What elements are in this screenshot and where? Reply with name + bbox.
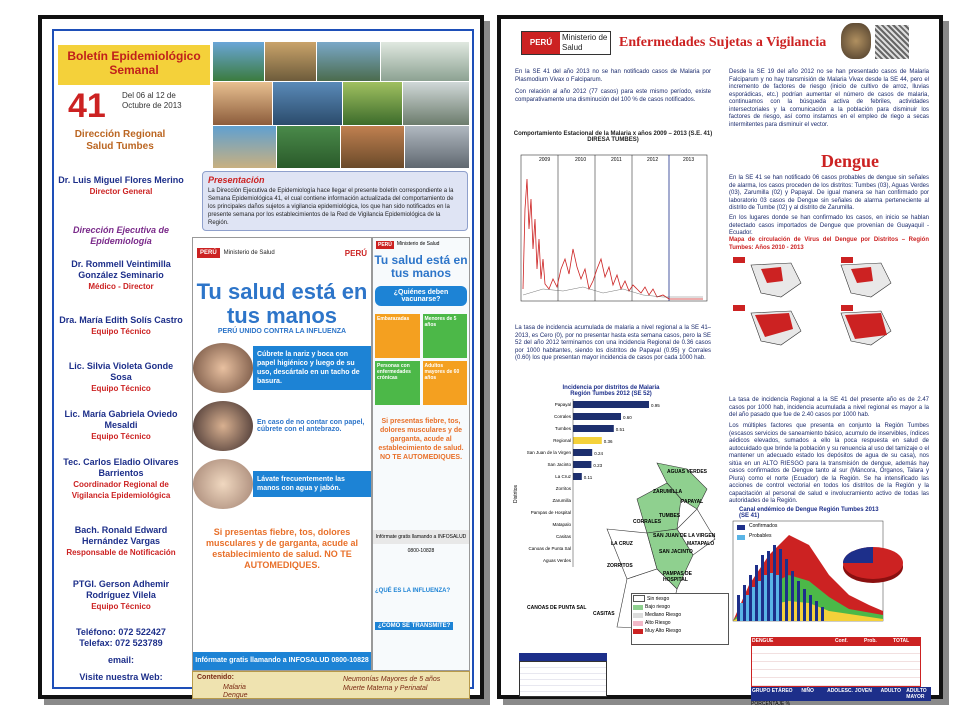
staff-role: Equipo Técnico bbox=[91, 327, 151, 336]
canal-legend-label: Confirmados bbox=[749, 523, 778, 529]
staff-entry bbox=[58, 315, 184, 337]
flu-tip: En caso de no contar con papel, cúbrete con el antebrazo. bbox=[257, 419, 365, 433]
table-header-cell: ADOLESC. bbox=[826, 687, 854, 701]
dengue-circulation-map bbox=[731, 253, 931, 369]
bar-category-label: Tumbes bbox=[554, 426, 571, 431]
map-label: PAPAYAL bbox=[681, 499, 704, 505]
staff-entry bbox=[58, 409, 184, 442]
group-card: Personas con enfermedades crónicas bbox=[375, 361, 420, 405]
staff-entry bbox=[58, 175, 184, 197]
porcentaje-row bbox=[751, 701, 931, 707]
flu-tip: Lávate frecuentemente las manos con agua y jabón. bbox=[253, 471, 371, 497]
legend-swatch bbox=[633, 595, 645, 602]
staff-role: Equipo Técnico bbox=[91, 384, 151, 393]
group-card: Embarazadas bbox=[375, 314, 420, 358]
presentacion-text: La Dirección Ejecutiva de Epidemiología hace llegar el presente boletín correspondiente a la Semana Epidemiológica 41, el cual contiene información actualizada del comportamiento de los principales daños sujetos a vigilancia epidemiológica, los que han sido notificados en la presente semana por los establecimientos de la Red de Vigilancia Epidemiológica de la Región. bbox=[208, 188, 454, 226]
staff-role: Coordinador Regional de Vigilancia Epidemiológica bbox=[71, 480, 171, 500]
map-label: ZARUMILLA bbox=[653, 489, 683, 495]
malaria-text-2: Con relación al año 2012 (77 casos) para este mismo período, existe comparativamente una disminución del 100 % de casos notificados. bbox=[515, 89, 711, 103]
contact-block bbox=[58, 627, 184, 683]
map-title: Mapa de circulación de Virus del Dengue por Distritos – Región Tumbes: Años 2010 - 2013 bbox=[729, 237, 929, 251]
vaccine-info: Infórmate gratis llamando a INFOSALUD 0800-10828 bbox=[373, 530, 469, 544]
dengue-pie-chart bbox=[837, 533, 909, 593]
vaccine-poster bbox=[372, 237, 470, 671]
dengue-text-3: La tasa de incidencia Regional a la SE 41 del presente año es de 2.47 casos por 1000 hab, incidencia acumulada a nivel regional es mayor a la del año pasado que fue de 2.40 casos por 1000 hab. bbox=[729, 397, 929, 418]
sneeze-photo bbox=[193, 343, 253, 393]
map-label: AGUAS VERDES bbox=[667, 469, 708, 475]
porcentaje-label: PORCENTAJE % bbox=[751, 701, 791, 707]
flu-subtitle: PERÚ UNIDO CONTRA LA INFLUENZA bbox=[217, 328, 347, 335]
bar-category-label: La Cruz bbox=[555, 474, 571, 479]
dengue-text-2: En los lugares donde se han confirmado los casos, en inicio se hablan detectado casos importados de Dengue que provenían de Guayaquil - Ecuador. bbox=[729, 215, 929, 236]
flu-tip-row bbox=[193, 401, 371, 451]
circulation-maps bbox=[731, 253, 931, 369]
ministerio-label: Ministerio de Salud bbox=[223, 250, 275, 256]
staff-role: Equipo Técnico bbox=[91, 602, 151, 611]
bar-category-label: Papayal bbox=[554, 402, 571, 407]
group-card: Menores de 5 años bbox=[423, 314, 468, 358]
flu-warning: Si presentas fiebre, tos, dolores musculares y de garganta, acude al establecimiento de salud. NO TE AUTOMEDIQUES. bbox=[205, 527, 359, 570]
bar-category-label: Canoas de Punta Sal bbox=[528, 546, 571, 551]
map-label: CANOAS DE PUNTA SAL bbox=[527, 605, 587, 611]
legend-swatch bbox=[633, 629, 643, 634]
bar-mark bbox=[573, 473, 582, 480]
legend-row bbox=[632, 619, 728, 627]
staff-role: Responsable de Notificación bbox=[66, 548, 176, 557]
staff-role: Director General bbox=[89, 187, 153, 196]
bar-category-label: Aguas Verdes bbox=[542, 558, 571, 563]
district-table bbox=[519, 653, 607, 697]
year-label: 2012 bbox=[647, 157, 659, 163]
minsa-logo bbox=[521, 31, 611, 55]
legend-row bbox=[632, 611, 728, 619]
table-header-cell: NIÑO bbox=[800, 687, 826, 701]
canal-title: Canal endémico de Dengue Región Tumbes 2013 (SE 41) bbox=[739, 507, 879, 519]
flu-tip-row bbox=[193, 459, 371, 509]
staff-name: PTGI. Gerson Adhemir Rodríguez Vilela bbox=[72, 579, 170, 600]
district-table-header bbox=[519, 653, 607, 661]
bar-mark bbox=[573, 425, 614, 432]
staff-name: Bach. Ronald Edward Hernández Vargas bbox=[74, 525, 168, 546]
year-label: 2009 bbox=[539, 157, 551, 163]
contents-box bbox=[192, 671, 470, 699]
staff-entry bbox=[58, 225, 184, 247]
map-label: PAMPAS DE HOSPITAL bbox=[663, 571, 692, 583]
infosalud-bar: Infórmate gratis llamando a INFOSALUD 0800-10828 bbox=[193, 652, 371, 670]
map-label: SAN JACINTO bbox=[659, 549, 693, 555]
contents-item: Muerte Materna y Perinatal bbox=[343, 685, 428, 692]
flu-tip-row bbox=[193, 343, 371, 393]
map-label: MATAPALO bbox=[687, 541, 715, 547]
telefax: Telefax: 072 523789 bbox=[79, 638, 163, 648]
vaccine-poster-header bbox=[373, 238, 469, 252]
table-header bbox=[751, 637, 921, 645]
bar-category-label: Pampas de Hospital bbox=[530, 510, 571, 515]
bar-value-label: 0.51 bbox=[615, 427, 625, 432]
photo-collage bbox=[212, 41, 468, 167]
table-header-cell: TOTAL bbox=[893, 638, 910, 644]
legend-label: Muy Alto Riesgo bbox=[645, 628, 682, 634]
staff-name: Dirección Ejecutiva de Epidemiología bbox=[72, 225, 170, 246]
staff-name: Dr. Rommell Veintimilla González Seminario bbox=[71, 259, 171, 280]
bar-category-label: San Jacinto bbox=[547, 462, 571, 467]
map-label: TUMBES bbox=[659, 513, 681, 519]
legend-swatch bbox=[633, 613, 643, 618]
risk-legend bbox=[631, 593, 729, 645]
que-es-influenza: ¿QUÉ ES LA INFLUENZA? bbox=[375, 588, 451, 594]
page-title: Enfermedades Sujetas a Vigilancia bbox=[619, 35, 827, 50]
bar-chart-title: Incidencia por distritos de Malaria Región Tumbes 2012 (SE 52) bbox=[562, 385, 660, 397]
table-header-cell: DENGUE bbox=[752, 638, 774, 644]
legend-row bbox=[632, 594, 728, 603]
legend-label: Mediano Riesgo bbox=[645, 612, 682, 618]
legend-row bbox=[632, 603, 728, 611]
staff-name: Tec. Carlos Eladio Olivares Barrientos bbox=[63, 457, 179, 478]
legend-row bbox=[632, 627, 728, 635]
legend-swatch bbox=[633, 621, 643, 626]
peru-logo: PERÚ bbox=[197, 248, 220, 258]
contents-item: Dengue bbox=[223, 692, 248, 699]
bulletin-title: Boletín Epidemiológico Semanal bbox=[58, 45, 210, 85]
map-label: CORRALES bbox=[633, 519, 662, 525]
staff-entry bbox=[58, 361, 184, 394]
como-se-transmite: ¿CÓMO SE TRANSMITE? bbox=[375, 622, 453, 630]
canal-legend-label: Probables bbox=[749, 533, 772, 539]
district-table-body bbox=[519, 661, 607, 697]
bar-value-label: 0.24 bbox=[594, 451, 603, 456]
legend-label: Alto Riesgo bbox=[645, 620, 671, 626]
map-label: LA CRUZ bbox=[611, 541, 633, 547]
chart-title: Comportamiento Estacional de la Malaria x años 2009 – 2013 (S.E. 41) DIRESA TUMBES) bbox=[513, 131, 713, 143]
peru-logo: PERÚ bbox=[378, 242, 392, 248]
bar-category-label: Corrales bbox=[553, 414, 571, 419]
malaria-text-3: Desde la SE 19 del año 2012 no se han presentado casos de Malaria Falciparum y no hay transmisión de Malaria Vivax desde la SE 44, pero el incremento de factores de riesgo (inicio de cultivo de arroz, lluvias esporádicas, etc.) podrían aumentar el número de casos de malaria, continuamos con la búsqueda activa de febriles, actividades intersectoriales y la comunicación a la población para disminuir los factores de riesgo, así como instamos en el empleo de riego a secas intermitentes para disminuir el vector. bbox=[729, 69, 929, 128]
year-label: 2011 bbox=[611, 157, 622, 163]
dengue-title: Dengue bbox=[821, 151, 879, 171]
bulletin-dates: Del 06 al 12 de Octubre de 2013 bbox=[122, 91, 182, 110]
group-card: Adultos mayores de 60 años bbox=[423, 361, 468, 405]
malaria-seasonal-chart bbox=[513, 131, 713, 311]
flu-tip: Cúbrete la nariz y boca con papel higiénico y luego de su uso, descártalo en un tacho de basura. bbox=[253, 346, 371, 390]
staff-entry bbox=[58, 457, 184, 501]
flu-headline: Tu salud está en tus manos bbox=[196, 279, 368, 328]
website-label: Visite nuestra Web: bbox=[79, 672, 163, 682]
year-label: 2010 bbox=[575, 157, 587, 163]
direccion-regional: Dirección Regional Salud Tumbes bbox=[74, 129, 166, 152]
age-group-table bbox=[751, 687, 931, 701]
bar-value-label: 0.95 bbox=[651, 403, 660, 408]
bar-mark bbox=[573, 461, 591, 468]
ministerio-label: Ministerio de Salud bbox=[396, 241, 440, 247]
legend-label: Sin riesgo bbox=[647, 595, 670, 602]
staff-role: Médico - Director bbox=[88, 282, 154, 291]
owl-icon bbox=[841, 23, 871, 59]
bar-mark bbox=[573, 401, 649, 408]
year-label: 2013 bbox=[683, 157, 695, 163]
peru-logo: PERÚ bbox=[522, 32, 560, 54]
vaccine-warning: Si presentas fiebre, tos, dolores musculares y de garganta, acude al establecimiento de salud. NO TE AUTOMEDIQUES. bbox=[378, 418, 464, 461]
map-label: CASITAS bbox=[593, 611, 615, 617]
contents-item: Neumonías Mayores de 5 años bbox=[343, 676, 441, 683]
map-label: ZORRITOS bbox=[607, 563, 633, 569]
table-header-cell: ADULTO bbox=[880, 687, 906, 701]
bar-value-label: 0.23 bbox=[593, 463, 603, 468]
table-body bbox=[751, 645, 921, 687]
bar-value-label: 0.60 bbox=[623, 415, 632, 420]
contents-item: Malaria bbox=[223, 684, 246, 691]
bulletin-number: 41 bbox=[68, 87, 106, 125]
map-label: SAN JUAN DE LA VIRGEN bbox=[653, 533, 716, 539]
presentacion-box bbox=[202, 171, 468, 231]
table-header-cell: Conf. bbox=[835, 638, 848, 644]
contents-label: Contenido: bbox=[197, 674, 234, 681]
y-axis-label: Distritos bbox=[513, 484, 520, 504]
seasonal-plot bbox=[513, 149, 713, 309]
phone: Teléfono: 072 522427 bbox=[76, 627, 166, 637]
left-bulletin-page bbox=[38, 15, 484, 699]
bar-category-label: Casitas bbox=[555, 534, 571, 539]
bar-category-label: Zarumilla bbox=[552, 498, 571, 503]
staff-name: Lic. María Gabriela Oviedo Mesaldi bbox=[64, 409, 178, 430]
dengue-text-1: En la SE 41 se han notificado 06 casos probables de dengue sin señales de alarma, los casos proceden de los distritos: Tumbes (03), Aguas Verdes (03), Zarumilla (02) y Papayal. De igual manera se han confirmado por laboratorio 03 casos de Dengue sin señales de alarma perteneciente al distrito de Tumbe (02) y al distrito de Zarumilla. bbox=[729, 175, 929, 211]
vaccine-headline: Tu salud está en tus manos bbox=[374, 253, 468, 280]
bar-value-label: 0.36 bbox=[603, 439, 613, 444]
table-header-cell: ADULTO MAYOR bbox=[905, 687, 931, 701]
staff-entry bbox=[58, 579, 184, 612]
peru-brand: PERÚ bbox=[344, 248, 367, 258]
bar-mark bbox=[573, 449, 592, 456]
right-bulletin-page bbox=[497, 15, 943, 707]
staff-entry bbox=[58, 259, 184, 292]
staff-entry bbox=[58, 525, 184, 558]
pie-plot bbox=[837, 533, 909, 593]
staff-name: Dr. Luis Miguel Flores Merino bbox=[58, 175, 184, 185]
staff-role: Equipo Técnico bbox=[91, 432, 151, 441]
bar-category-label: Zorritos bbox=[555, 486, 571, 491]
influenza-poster bbox=[192, 237, 372, 671]
bar-mark bbox=[573, 413, 621, 420]
handwash-photo bbox=[193, 459, 253, 509]
legend-swatch bbox=[633, 605, 643, 610]
email-label: email: bbox=[107, 655, 134, 665]
malaria-text-1: En la SE 41 del año 2013 no se han notificado casos de Malaria por Plasmodium Vivax o Falciparum. bbox=[515, 69, 711, 83]
bar-mark bbox=[573, 437, 602, 444]
vaccine-groups bbox=[373, 312, 469, 407]
dengue-summary-table bbox=[751, 637, 921, 693]
elbow-photo bbox=[193, 401, 253, 451]
dengue-text-4: Los múltiples factores que presenta en conjunto la Región Tumbes (escasos servicios de saneamiento básico, acumulo de inservibles, índices aédicos elevados, sumados a ello la poca respuesta en salud de autocuidado que brinde la población y su renuencia al uso del tamizaje o el mantener un adecuado estado los depósitos de agua de su casa), nos sitúa en un ALTO RIESGO para la transmisión de dengue, además hay casos confirmados de Dengue tanto al sur (Máncora, Organos, Talara y Piura) como el norte (Ecuador) de la Región. Se ha intensificado las acciones de control vectorial en todos los distritos de la Región y la capacitación al personal de salud e involucramiento activo de todas las autoridades de la Región. bbox=[729, 423, 929, 504]
mosquito-icon bbox=[875, 25, 909, 59]
poster-header bbox=[193, 238, 371, 268]
staff-name: Dra. María Edith Solís Castro bbox=[59, 315, 183, 325]
bar-category-label: Matapalo bbox=[552, 522, 571, 527]
bar-value-label: 0.11 bbox=[583, 475, 593, 480]
table-header-cell: JOVEN bbox=[854, 687, 880, 701]
table-header-cell: GRUPO ETÁREO bbox=[751, 687, 800, 701]
table-header-cell: Prob. bbox=[864, 638, 877, 644]
ministerio-label: Ministerio de Salud bbox=[562, 33, 608, 52]
staff-name: Lic. Silvia Violeta Gonde Sosa bbox=[68, 361, 174, 382]
presentacion-title: Presentación bbox=[208, 175, 265, 185]
bar-category-label: Regional bbox=[553, 438, 571, 443]
legend-label: Bajo riesgo bbox=[645, 604, 671, 610]
bar-category-label: San Juan de la Virgen bbox=[526, 450, 571, 455]
vaccine-who: ¿Quiénes deben vacunarse? bbox=[375, 286, 467, 306]
incidence-text: La tasa de incidencia acumulada de malaria a nivel regional a la SE 41– 2013, es Cero (0), por no presentar hasta esta semana casos, pero la SE 52 del año 2012 terminamos con una incidencia Regional de 0.36 casos por 1000 habitantes, siendo los distritos de Papayal (0.95) y Corrales (0.60) los que presentan mayor incidencia de casos por cada 1000 hab. bbox=[515, 325, 711, 361]
